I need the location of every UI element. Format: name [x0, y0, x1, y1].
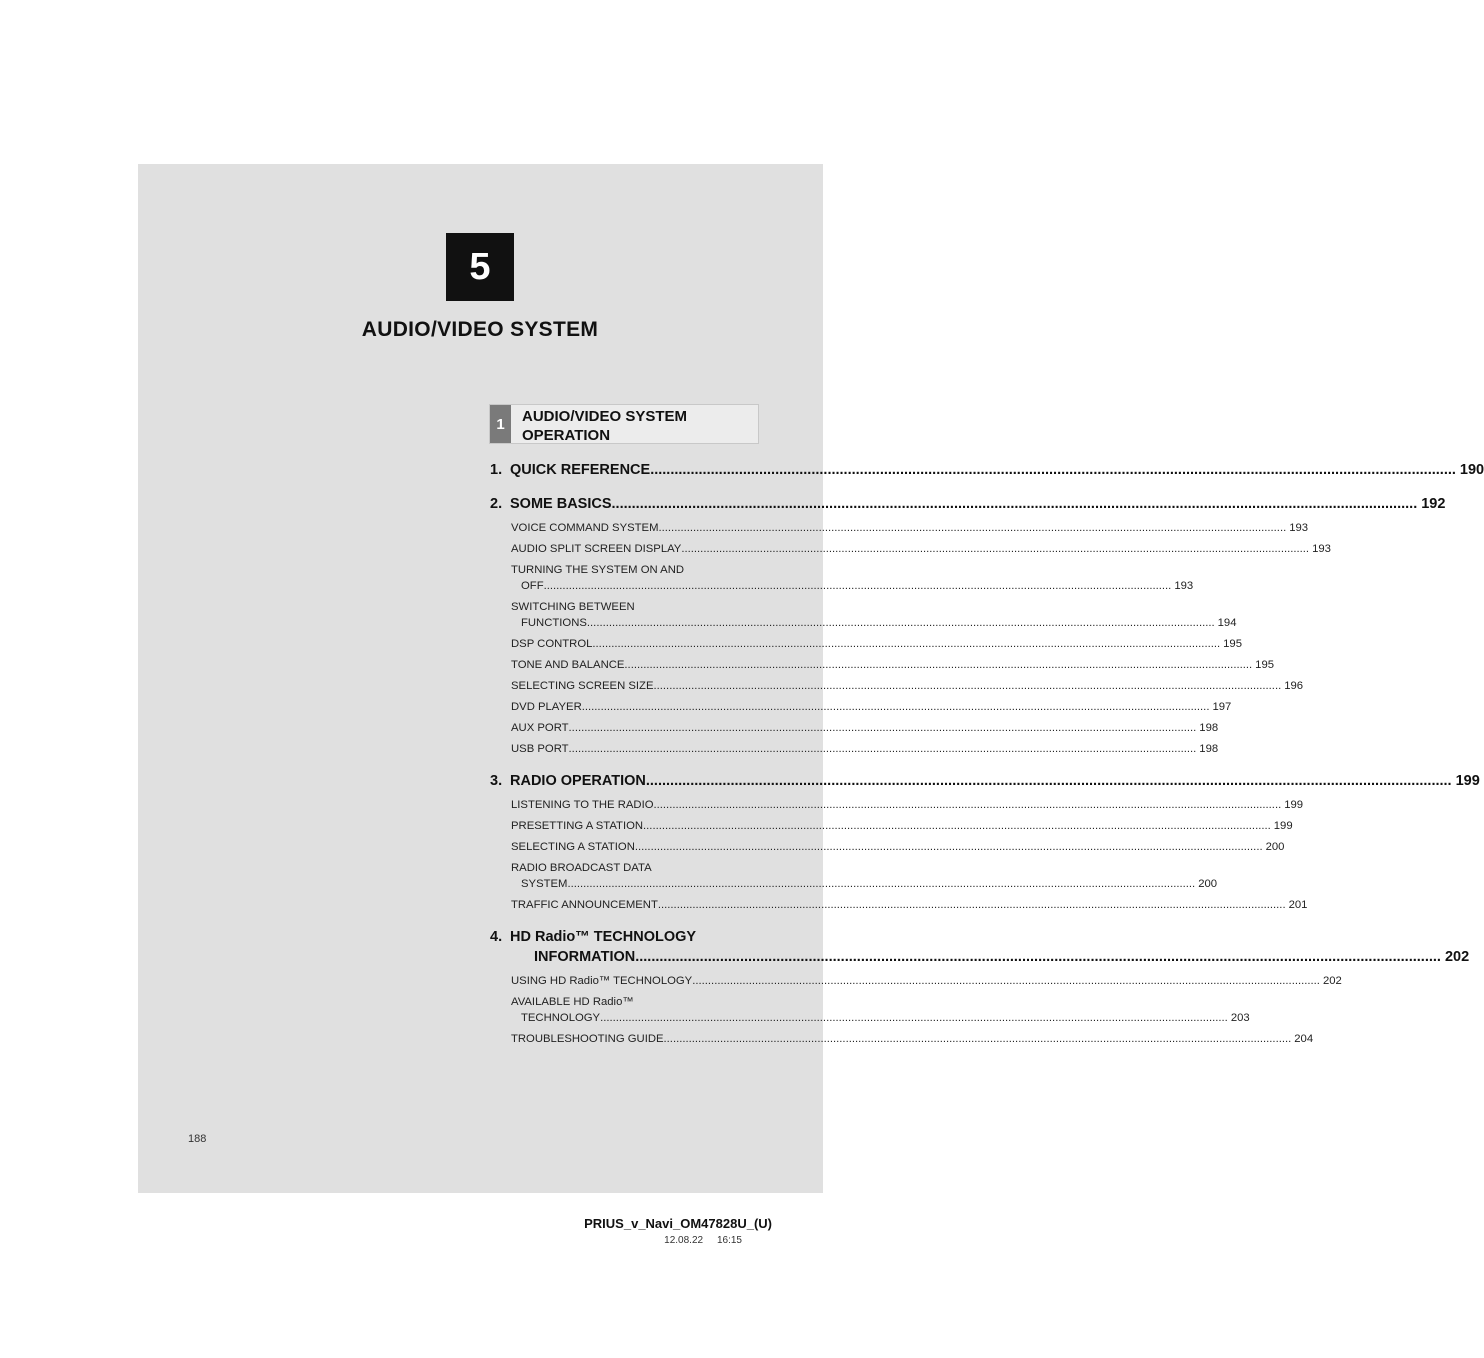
toc-subentry[interactable] — [511, 973, 1342, 989]
toc-subentry[interactable] — [511, 897, 1308, 913]
toc-subentry-line — [511, 1010, 1250, 1026]
leader-dots: ........................................................................................................................................................................................................ — [635, 949, 1441, 965]
toc-entry-label: SOME BASICS — [510, 496, 612, 512]
toc-entry-title — [490, 927, 773, 947]
toc-subentry-label-cont: FUNCTIONS — [521, 617, 587, 629]
toc-subentry-page: 193 — [1312, 543, 1331, 555]
table-of-contents — [490, 460, 1484, 1052]
toc-subentry-label: TRAFFIC ANNOUNCEMENT — [511, 899, 658, 911]
toc-entry-page: 192 — [1421, 496, 1446, 512]
leader-dots: ........................................................................................................................................................................................................ — [653, 799, 1282, 811]
toc-subentry[interactable] — [511, 860, 1218, 892]
toc-entry-page: 199 — [1455, 773, 1480, 789]
toc-subentry-page: 195 — [1223, 638, 1242, 650]
toc-subentry-label: VOICE COMMAND SYSTEM — [511, 522, 659, 534]
toc-entry-title-cont — [490, 947, 1470, 967]
toc-subentry-line — [511, 839, 1285, 855]
toc-subentry[interactable] — [511, 599, 1237, 631]
toc-subentry[interactable] — [511, 994, 1250, 1026]
toc-entry-title — [490, 771, 1480, 791]
toc-subentry-line — [511, 636, 1242, 652]
toc-entry-number: 4. — [490, 929, 503, 945]
leader-dots: ........................................................................................................................................................................................................ — [663, 1033, 1292, 1045]
toc-subentry-label: AUDIO SPLIT SCREEN DISPLAY — [511, 543, 682, 555]
section-title: AUDIO/VIDEO SYSTEM OPERATION — [522, 408, 688, 444]
toc-subentry-label: TROUBLESHOOTING GUIDE — [511, 1033, 664, 1045]
leader-dots: ........................................................................................................................................................................................................ — [581, 701, 1210, 713]
leader-dots: ........................................................................................................................................................................................................ — [624, 659, 1253, 671]
leader-dots: ........................................................................................................................................................................................................ — [681, 543, 1310, 555]
toc-subentry-line — [511, 699, 1232, 715]
toc-subentry-label-cont: OFF — [521, 580, 544, 592]
leader-dots: ........................................................................................................................................................................................................ — [611, 496, 1418, 512]
toc-subentry-line — [511, 973, 1342, 989]
toc-subentry-label: RADIO BROADCAST DATA — [511, 862, 652, 874]
toc-subentry-line — [511, 678, 1304, 694]
toc-subentry[interactable] — [511, 1031, 1314, 1047]
toc-subentry-page: 203 — [1230, 1012, 1250, 1024]
toc-entry[interactable] — [490, 927, 1470, 1047]
toc-subentry-line — [511, 876, 1218, 892]
toc-subentry-line — [511, 1031, 1314, 1047]
print-timestamp: 12.08.22 16:15 — [664, 1235, 742, 1246]
toc-subentry-line — [511, 657, 1275, 673]
toc-subentry-line — [511, 818, 1293, 834]
leader-dots: ........................................................................................................................................................................................................ — [568, 722, 1197, 734]
toc-subentry-line — [511, 578, 1194, 594]
toc-subentry-page: 196 — [1284, 680, 1304, 692]
toc-subentry-page: 193 — [1289, 522, 1309, 534]
toc-subentry-label: PRESETTING A STATION — [511, 820, 644, 832]
leader-dots: ........................................................................................................................................................................................................ — [658, 522, 1287, 534]
page-number: 188 — [188, 1133, 207, 1145]
leader-dots: ........................................................................................................................................................................................................ — [568, 743, 1197, 755]
toc-entry[interactable] — [490, 771, 1480, 913]
toc-subentries — [511, 797, 1308, 913]
leader-dots: ........................................................................................................................................................................................................ — [543, 580, 1172, 592]
toc-subentry-label-cont: TECHNOLOGY — [521, 1012, 601, 1024]
toc-subentry-page: 199 — [1284, 799, 1304, 811]
toc-subentry-page: 197 — [1212, 701, 1232, 713]
toc-subentry[interactable] — [511, 720, 1219, 736]
toc-subentry-line — [511, 520, 1309, 536]
toc-subentry-page: 202 — [1322, 975, 1342, 987]
toc-subentry-page: 193 — [1174, 580, 1194, 592]
toc-subentry-page: 200 — [1198, 878, 1218, 890]
leader-dots: ........................................................................................................................................................................................................ — [586, 617, 1215, 629]
toc-subentry-line — [511, 741, 1219, 757]
toc-subentry-line — [511, 541, 1331, 557]
toc-subentries — [511, 973, 1342, 1047]
toc-entry[interactable] — [490, 494, 1446, 757]
toc-subentry-label-cont: SYSTEM — [521, 878, 568, 890]
toc-entry-number: 3. — [490, 773, 503, 789]
toc-subentry-page: 195 — [1255, 659, 1275, 671]
toc-subentry-line — [511, 797, 1304, 813]
toc-subentry-line — [511, 615, 1237, 631]
toc-subentry-label: TURNING THE SYSTEM ON AND — [511, 564, 685, 576]
toc-subentry[interactable] — [511, 699, 1232, 715]
section-header — [489, 404, 759, 444]
toc-subentry-page: 198 — [1199, 722, 1219, 734]
leader-dots: ........................................................................................................................................................................................................ — [567, 878, 1196, 890]
section-number: 1 — [490, 405, 511, 443]
toc-entry-number: 2. — [490, 496, 503, 512]
toc-subentry-page: 200 — [1265, 841, 1285, 853]
toc-subentry-label: AUX PORT — [511, 722, 569, 734]
toc-subentry[interactable] — [511, 797, 1304, 813]
toc-subentry[interactable] — [511, 839, 1285, 855]
toc-subentry[interactable] — [511, 818, 1293, 834]
chapter-number-badge: 5 — [446, 233, 514, 301]
toc-subentry-label: SWITCHING BETWEEN — [511, 601, 635, 613]
toc-entry-label: HD Radio™ TECHNOLOGY — [510, 929, 697, 945]
leader-dots: ........................................................................................................................................................................................................ — [653, 680, 1282, 692]
leader-dots: ........................................................................................................................................................................................................ — [645, 773, 1452, 789]
toc-subentry[interactable] — [511, 541, 1331, 557]
toc-subentry-label: SELECTING SCREEN SIZE — [511, 680, 654, 692]
chapter-title: AUDIO/VIDEO SYSTEM — [361, 318, 599, 341]
toc-subentry-page: 194 — [1217, 617, 1237, 629]
leader-dots: ........................................................................................................................................................................................................ — [650, 462, 1456, 478]
toc-subentry-page: 198 — [1199, 743, 1219, 755]
toc-subentry-label: TONE AND BALANCE — [511, 659, 625, 671]
leader-dots: ........................................................................................................................................................................................................ — [643, 820, 1271, 832]
toc-subentry[interactable] — [511, 562, 1194, 594]
toc-subentry-label: LISTENING TO THE RADIO — [511, 799, 654, 811]
toc-entry-title — [490, 460, 1484, 480]
toc-entry-label: RADIO OPERATION — [510, 773, 646, 789]
toc-subentry-line — [511, 720, 1219, 736]
toc-entry-label: QUICK REFERENCE — [510, 462, 651, 478]
toc-entry-label-cont: INFORMATION — [534, 949, 636, 965]
toc-subentry[interactable] — [511, 741, 1219, 757]
toc-subentry-label: USB PORT — [511, 743, 569, 755]
toc-entry-page: 202 — [1444, 949, 1470, 965]
toc-entry[interactable] — [490, 460, 1484, 480]
toc-subentry[interactable] — [511, 657, 1275, 673]
toc-subentry-label: AVAILABLE HD Radio™ — [511, 996, 634, 1008]
toc-entry-page: 190 — [1459, 462, 1484, 478]
leader-dots: ........................................................................................................................................................................................................ — [692, 975, 1320, 987]
leader-dots: ........................................................................................................................................................................................................ — [657, 899, 1286, 911]
toc-subentry-page: 201 — [1288, 899, 1308, 911]
toc-subentry-label: DVD PLAYER — [511, 701, 582, 713]
toc-subentry[interactable] — [511, 636, 1242, 652]
toc-subentry-label: SELECTING A STATION — [511, 841, 635, 853]
document-id: PRIUS_v_Navi_OM47828U_(U) — [584, 1216, 772, 1231]
toc-entry-number: 1. — [490, 462, 503, 478]
toc-subentry-label: USING HD Radio™ TECHNOLOGY — [511, 975, 693, 987]
toc-subentry-label: DSP CONTROL — [511, 638, 593, 650]
toc-subentry-page: 204 — [1294, 1033, 1314, 1045]
toc-subentry-line — [511, 897, 1308, 913]
toc-subentry-page: 199 — [1273, 820, 1293, 832]
toc-subentries — [511, 520, 1331, 757]
leader-dots: ........................................................................................................................................................................................................ — [600, 1012, 1228, 1024]
leader-dots: ........................................................................................................................................................................................................ — [592, 638, 1221, 650]
toc-subentry[interactable] — [511, 520, 1309, 536]
leader-dots: ........................................................................................................................................................................................................ — [634, 841, 1263, 853]
toc-subentry[interactable] — [511, 678, 1304, 694]
toc-entry-title — [490, 494, 1446, 514]
